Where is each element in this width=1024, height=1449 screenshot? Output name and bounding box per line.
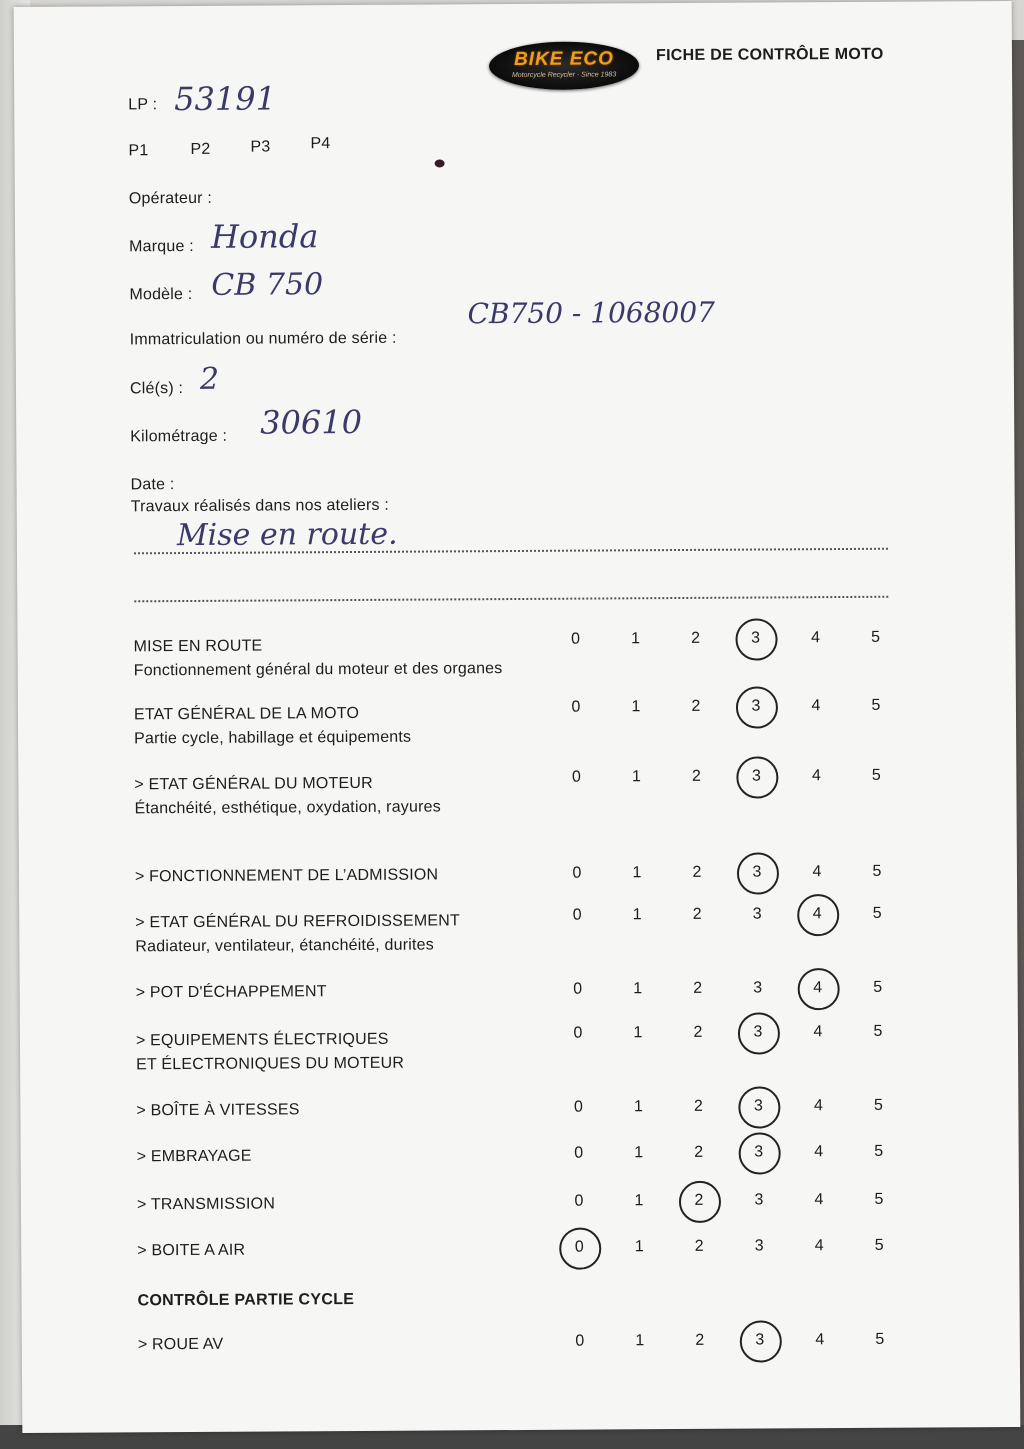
section-title-partie-cycle: CONTRÔLE PARTIE CYCLE [137,1291,355,1310]
score-option: 3 [754,1191,764,1209]
score-option: 4 [813,1097,823,1115]
score-option: 1 [632,864,642,882]
score-option: 4 [811,767,821,785]
score-scale [551,1140,903,1166]
rating-title: > EMBRAYAGE [136,1147,252,1166]
rating-title: > TRANSMISSION [136,1195,276,1214]
rating-title: ETAT GÉNÉRAL DE LA MOTO [133,704,360,724]
score-option: 0 [574,1192,584,1210]
immatriculation-value: CB750 - 1068007 [467,295,716,331]
score-option: 4 [813,1023,823,1041]
score-option: 5 [875,1330,885,1348]
position-p2: P2 [190,140,211,158]
score-option: 0 [571,768,581,786]
score-option: 0 [575,1332,585,1350]
score-option: 4 [814,1191,824,1209]
score-option: 3 [754,1237,764,1255]
score-circled: 3 [736,764,776,788]
score-option: 5 [873,1022,883,1040]
score-circled: 3 [740,1328,780,1352]
score-option: 4 [811,697,821,715]
score-circled: 3 [738,1020,778,1044]
lp-label: LP : [128,96,158,114]
rating-subtitle: Partie cycle, habillage et équipements [134,728,412,748]
score-option: 2 [691,697,701,715]
score-option: 1 [631,698,641,716]
score-scale [549,902,901,928]
score-option: 3 [752,905,762,923]
score-option: 0 [571,698,581,716]
score-scale [550,1094,902,1120]
score-circled: 3 [735,626,775,650]
rating-row [136,1098,896,1143]
logo-text: BIKE ECO [513,48,614,71]
travaux-label: Travaux réalisés dans nos ateliers : [130,496,390,516]
bike-eco-logo [489,41,639,90]
score-option: 5 [872,904,882,922]
score-option: 1 [633,1098,643,1116]
score-scale [551,1234,903,1260]
score-circled: 3 [737,860,777,884]
score-scale [552,1328,904,1354]
score-option: 4 [812,863,822,881]
marque-label: Marque : [129,237,194,256]
score-circled: 3 [736,694,776,718]
score-option: 0 [572,864,582,882]
kilometrage-label: Kilométrage : [130,427,228,446]
score-scale [549,860,901,886]
score-option: 1 [633,1024,643,1042]
score-option: 1 [631,630,641,648]
score-option: 5 [874,1236,884,1254]
score-scale [550,976,902,1002]
score-scale [547,626,899,652]
rating-title: > BOÎTE À VITESSES [136,1101,300,1120]
rating-row [137,1238,897,1283]
score-option: 0 [572,906,582,924]
lp-value: 53191 [174,79,277,119]
logo-subtitle: Motorcycle Recycler · Since 1983 [511,71,617,80]
rating-row [137,1144,897,1189]
score-option: 5 [872,862,882,880]
score-option: 1 [633,980,643,998]
score-option: 2 [695,1331,705,1349]
score-option: 0 [573,1024,583,1042]
score-option: 2 [694,1143,704,1161]
score-option: 1 [634,1144,644,1162]
rating-title: > ETAT GÉNÉRAL DU MOTEUR [134,774,373,794]
rating-title: > ROUE AV [137,1335,224,1354]
rating-row [136,980,896,1025]
score-option: 4 [815,1331,825,1349]
kilometrage-value: 30610 [260,402,363,442]
rating-row [133,628,894,680]
position-p4: P4 [310,135,331,153]
score-option: 4 [814,1143,824,1161]
operateur-label: Opérateur : [128,189,213,208]
rating-row [135,1022,896,1074]
score-circled: 4 [797,902,837,926]
rating-title: > POT D'ÉCHAPPEMENT [135,983,327,1002]
rating-subtitle: ET ÉLECTRONIQUES DU MOTEUR [136,1054,405,1074]
score-option: 0 [574,1144,584,1162]
rating-subtitle: Radiateur, ventilateur, étanchéité, durites [135,936,435,956]
score-option: 5 [874,1190,884,1208]
cles-value: 2 [199,361,220,397]
rating-subtitle: Étanchéité, esthétique, oxydation, rayures [134,798,441,818]
score-option: 2 [691,767,701,785]
score-option: 0 [573,980,583,998]
immatriculation-label: Immatriculation ou numéro de série : [129,329,397,349]
score-option: 1 [631,768,641,786]
rating-subtitle: Fonctionnement général du moteur et des organes [133,660,503,680]
rating-row [135,904,895,956]
score-option: 5 [871,766,881,784]
rating-title: MISE EN ROUTE [133,637,263,656]
score-circled: 2 [679,1189,719,1213]
score-circled: 3 [738,1094,778,1118]
score-circled: 4 [798,976,838,1000]
modele-value: CB 750 [211,267,324,303]
score-option: 1 [634,1238,644,1256]
modele-label: Modèle : [129,285,193,304]
sheet-title: FICHE DE CONTRÔLE MOTO [655,45,884,65]
travaux-value: Mise en route. [176,516,398,554]
score-circled: 0 [559,1236,599,1260]
score-option: 5 [874,1142,884,1160]
rating-title: > ETAT GÉNÉRAL DU REFROIDISSEMENT [135,912,461,932]
rating-title: > BOITE A AIR [137,1241,246,1260]
rating-row [133,696,894,748]
score-option: 2 [693,1097,703,1115]
date-label: Date : [130,476,175,494]
score-option: 2 [692,905,702,923]
score-option: 2 [693,1023,703,1041]
score-option: 4 [811,629,821,647]
score-scale [548,764,900,790]
score-option: 2 [691,629,701,647]
score-option: 0 [573,1098,583,1116]
score-option: 2 [692,863,702,881]
rating-row [134,766,894,818]
score-option: 1 [635,1332,645,1350]
score-scale [551,1188,903,1214]
cycle-rating-row [138,1332,898,1377]
position-p1: P1 [128,142,149,160]
rating-title: > FONCTIONNEMENT DE L’ADMISSION [134,866,439,886]
marque-value: Honda [210,217,319,256]
travaux-line-2 [134,596,888,603]
score-option: 5 [871,696,881,714]
rating-title: > EQUIPEMENTS ÉLECTRIQUES [135,1030,389,1050]
score-option: 0 [571,630,581,648]
score-option: 1 [634,1192,644,1210]
score-option: 3 [753,979,763,997]
cles-label: Clé(s) : [129,380,184,398]
score-option: 5 [873,978,883,996]
position-p3: P3 [250,138,271,156]
score-option: 2 [694,1237,704,1255]
score-option: 4 [814,1237,824,1255]
rating-row [137,1192,897,1237]
ink-spot [435,159,445,167]
score-option: 5 [871,628,881,646]
score-scale [548,694,900,720]
control-sheet [14,1,1021,1433]
score-option: 1 [632,906,642,924]
score-option: 2 [693,979,703,997]
score-option: 5 [873,1096,883,1114]
score-circled: 3 [739,1140,779,1164]
score-scale [550,1020,902,1046]
